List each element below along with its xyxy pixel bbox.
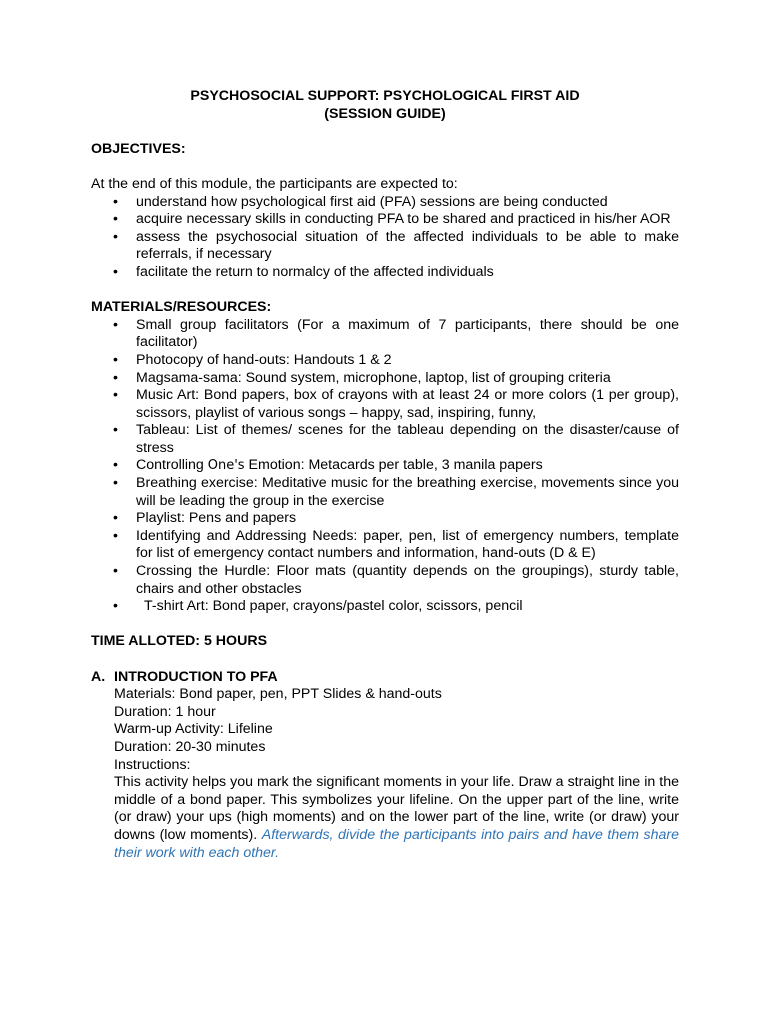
bullet-icon: • xyxy=(113,563,118,580)
list-item: • Photocopy of hand-outs: Handouts 1 & 2 xyxy=(113,351,392,368)
materials-heading: MATERIALS/RESOURCES: xyxy=(91,299,272,316)
section-duration: Duration: 1 hour xyxy=(114,703,216,720)
bullet-icon: • xyxy=(113,527,118,544)
list-item: • Tableau: List of themes/ scenes for the tableau depending on the disaster/cause of stress xyxy=(113,422,679,456)
objectives-intro: At the end of this module, the participants are expected to: xyxy=(91,175,458,192)
bullet-icon: • xyxy=(113,369,118,386)
bullet-icon: • xyxy=(113,457,118,474)
section-introduction-to-pfa xyxy=(91,669,679,863)
section-materials: Materials: Bond paper, pen, PPT Slides & hand-outs xyxy=(114,686,442,703)
list-item: • assess the psychosocial situation of the affected individuals to be able to make referrals, if necessary xyxy=(113,228,679,263)
bullet-icon: • xyxy=(113,316,118,333)
bullet-icon: • xyxy=(113,475,118,492)
warmup-duration: Duration: 20-30 minutes xyxy=(114,738,266,755)
list-item: • Identifying and Addressing Needs: paper, pen, list of emergency numbers, template for list of emergency contact numbers and information, hand-outs (D & E) xyxy=(113,527,679,562)
bullet-icon: • xyxy=(113,510,118,527)
document-page xyxy=(91,88,679,862)
time-alloted: TIME ALLOTED: 5 HOURS xyxy=(91,633,268,650)
bullet-icon: • xyxy=(113,387,118,404)
list-item: • Breathing exercise: Meditative music for the breathing exercise, movements since you will be leading the group in the exercise xyxy=(113,475,679,509)
section-letter: A. xyxy=(91,668,106,685)
objectives-heading: OBJECTIVES: xyxy=(91,140,186,157)
bullet-icon: • xyxy=(113,228,118,245)
section-heading: INTRODUCTION TO PFA xyxy=(114,668,278,685)
list-item: • Magsama-sama: Sound system, microphone, laptop, list of grouping criteria xyxy=(113,369,611,386)
warmup-activity: Warm-up Activity: Lifeline xyxy=(114,721,273,738)
instructions-paragraph: This activity helps you mark the significant moments in your life. Draw a straight line in the middle of a bond paper. This symbolizes your lifeline. On the upper part of the line, write (or draw) your ups (high moments) and on the lower part of the line, write (or draw) your downs (low moments). Afterwards, divide the participants into pairs and have them share their work with each other. xyxy=(114,774,679,861)
list-item: • Crossing the Hurdle: Floor mats (quantity depends on the groupings), sturdy table, chairs and other obstacles xyxy=(113,563,679,597)
materials-list xyxy=(91,317,679,616)
bullet-icon: • xyxy=(113,422,118,439)
objectives-list xyxy=(91,194,679,282)
list-item: • Small group facilitators (For a maximum of 7 participants, there should be one facilitator) xyxy=(113,316,679,351)
document-title-line1: PSYCHOSOCIAL SUPPORT: PSYCHOLOGICAL FIRST AID xyxy=(190,88,580,104)
bullet-icon: • xyxy=(113,263,118,280)
list-item: • facilitate the return to normalcy of the affected individuals xyxy=(113,263,494,280)
bullet-icon: • xyxy=(113,211,118,228)
list-item: • Controlling One's Emotion: Metacards per table, 3 manila papers xyxy=(113,457,543,474)
bullet-icon: • xyxy=(113,598,118,615)
bullet-icon: • xyxy=(113,351,118,368)
list-item: • T-shirt Art: Bond paper, crayons/pastel color, scissors, pencil xyxy=(113,598,523,615)
instructions-highlight: Afterwards, divide the participants into pairs and have them share their work with each other. xyxy=(114,826,679,861)
list-item: • understand how psychological first aid (PFA) sessions are being conducted xyxy=(113,193,608,210)
bullet-icon: • xyxy=(113,193,118,210)
list-item: • Playlist: Pens and papers xyxy=(113,510,297,527)
document-title-line2: (SESSION GUIDE) xyxy=(324,105,446,122)
instructions-label: Instructions: xyxy=(114,756,191,773)
list-item: • Music Art: Bond papers, box of crayons with at least 24 or more colors (1 per group), scissors, playlist of various songs – happy, sad, inspiring, funny, xyxy=(113,387,679,421)
list-item: • acquire necessary skills in conducting PFA to be shared and practiced in his/her AOR xyxy=(113,211,671,228)
